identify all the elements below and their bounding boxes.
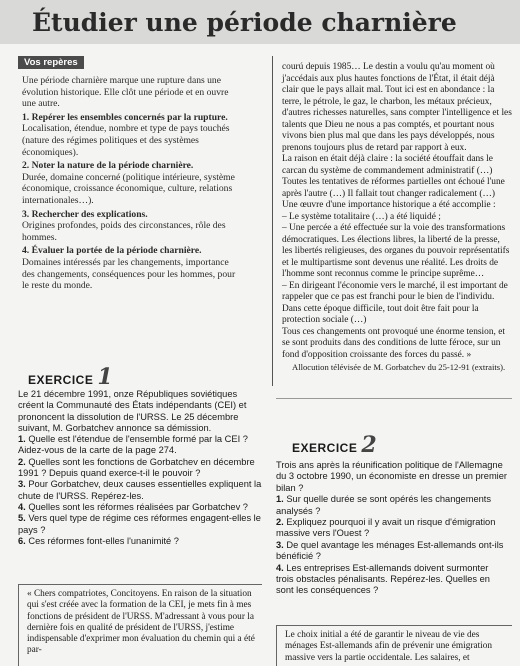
exercice-1-question: 2. Quelles sont les fonctions de Gorbatchev en décembre 1991 ? Depuis quand exerce-t-il le pouvoir ? [18, 456, 255, 479]
exercice-1-intro: Le 21 décembre 1991, onze Républiques soviétiques créent la Communauté des États indépendants (CEI) et prononcent la dissolution de l'URSS. Le 25 décembre suivant, M. Gorbatchev annonce sa démission. [18, 389, 247, 433]
reperes-step-2-body: Durée, domaine concerné (politique intérieure, système économique, croissance économique, culture, relations internationales…). [22, 171, 235, 206]
quote1-paragraph: – En dirigeant l'économie vers le marché, il est important de rappeler que ce pas est franchi pour le bien de l'individu. Dans cette époque difficile, tout doit être fait pour la protection sociale (…) [282, 280, 508, 325]
exercice-2-question: 1. Sur quelle durée se sont opérés les changements analysés ? [276, 494, 492, 516]
page-title: Étudier une période charnière [0, 0, 520, 44]
exercice-1-heading [28, 364, 113, 390]
exercice-2-quote: Le choix initial a été de garantir le niveau de vie des ménages Est-allemands afin de prévenir une émigration massive vers la partie occidentale. Les salaires, et [276, 625, 512, 666]
exercice-2-question: 3. De quel avantage les ménages Est-allemands ont-ils bénéficié ? [276, 539, 504, 562]
exercice-2-number: 2 [361, 432, 378, 458]
exercice-1-question: 5. Vers quel type de régime ces réformes engagent-elles le pays ? [18, 513, 261, 535]
exercice-1-number: 1 [97, 364, 114, 390]
exercice-1-question: 3. Pour Gorbatchev, deux causes essentielles expliquent la chute de l'URSS. Repérez-les. [18, 479, 262, 501]
reperes-step-4-body: Domaines intéressés par les changements, importance des changements, conséquences pour les hommes, pour le reste du monde. [22, 256, 236, 292]
gorbatchev-quote-continued [282, 62, 512, 374]
exercice-2-heading [292, 432, 377, 458]
quote1-paragraph: Tous ces changements ont provoqué une énorme tension, et se sont produits dans des conditions de lutte féroce, sur un fond d'opposition croissante des forces du passé. » [282, 326, 505, 360]
reperes-step-1-heading: 1. Repérer les ensembles concernés par la rupture. [22, 111, 228, 123]
quote1-paragraph: La raison en était déjà claire : la société étouffait dans le carcan du système de commandement administratif (…) Toutes les tentatives de réformes partielles ont échoué l'une après l'autre (…) Il fallait tout changer radicalement (…) [282, 154, 505, 199]
reperes-section [22, 75, 236, 292]
exercice-1-body [18, 389, 262, 547]
reperes-step-3-heading: 3. Rechercher des explications. [22, 208, 148, 220]
exercice-1-question: 6. Ces réformes font-elles l'unanimité ? [18, 535, 179, 546]
quote1-source: Allocution télévisée de M. Gorbatchev du 25-12-91 (extraits). [292, 362, 506, 372]
column-divider [272, 56, 273, 386]
quote1-paragraph: – Une percée a été effectuée sur la voie des transformations démocratiques. Les élections libres, la liberté de la presse, les libertés religieuses, des organes du pouvoir représentatifs et le multipartisme sont devenus une réalité. Les droits de l'homme sont reconnus comme le principe suprême… [282, 223, 510, 279]
reperes-step-4-heading: 4. Évaluer la portée de la période charnière. [22, 245, 202, 257]
section-divider [276, 398, 512, 399]
exercice-1-quote: « Chers compatriotes, Concitoyens. En raison de la situation qui s'est créée avec la formation de la CEI, je mets fin à mes fonctions de président de l'URSS. M'adressant à vous pour la dernière fois en qualité de président de l'URSS, j'estime indispensable d'exprimer mon évaluation du chemin qui a été par- [18, 584, 262, 666]
exercice-1-question: 1. Quelle est l'étendue de l'ensemble formé par la CEI ? Aidez-vous de la carte de la page 274. [18, 434, 248, 456]
reperes-tag: Vos repères [18, 56, 84, 69]
reperes-intro: Une période charnière marque une rupture dans une évolution historique. Elle clôt une période et en ouvre une autre. [22, 75, 229, 110]
reperes-step-2-heading: 2. Noter la nature de la période charnière. [22, 160, 194, 172]
quote1-paragraph: courú depuis 1985… Le destin a voulu qu'au moment où j'accédais aux plus hautes fonctions de l'État, il était déjà clair que le pays allait mal. Tout ici est en abondance : la terre, le pétrole, le gaz, le charbon, les métaux précieux, d'autres richesses naturelles, sans compter l'intelligence et les talents que Dieu ne nous a pas comptés, et pourtant nous vivons bien plus mal que dans les pays développés, nous prenons toujours plus de retard par rapport à eux. [282, 62, 512, 153]
quote1-paragraph: Une œuvre d'une importance historique a été accomplie : [282, 200, 496, 210]
exercice-1-question: 4. Quelles sont les réformes réalisées par Gorbatchev ? [18, 501, 248, 512]
exercice-2-label: EXERCICE [292, 441, 358, 455]
reperes-step-1-body: Localisation, étendue, nombre et type de pays touchés (nature des régimes politiques et des systèmes économiques). [22, 123, 230, 158]
exercice-1-label: EXERCICE [28, 373, 94, 387]
exercice-2-body [276, 460, 508, 597]
exercice-2-question: 2. Expliquez pourquoi il y avait un risque d'émigration massive vers l'Ouest ? [276, 517, 496, 539]
exercice-2-question: 4. Les entreprises Est-allemands doivent surmonter trois obstacles pénalisants. Repérez-les. Quelles en sont les conséquences ? [276, 562, 490, 596]
reperes-step-3-body: Origines profondes, poids des circonstances, rôle des hommes. [22, 220, 226, 243]
quote1-paragraph: – Le système totalitaire (…) a été liquidé ; [282, 211, 441, 222]
exercice-2-intro: Trois ans après la réunification politique de l'Allemagne du 3 octobre 1990, un économiste en dresse un premier bilan ? [276, 460, 508, 493]
